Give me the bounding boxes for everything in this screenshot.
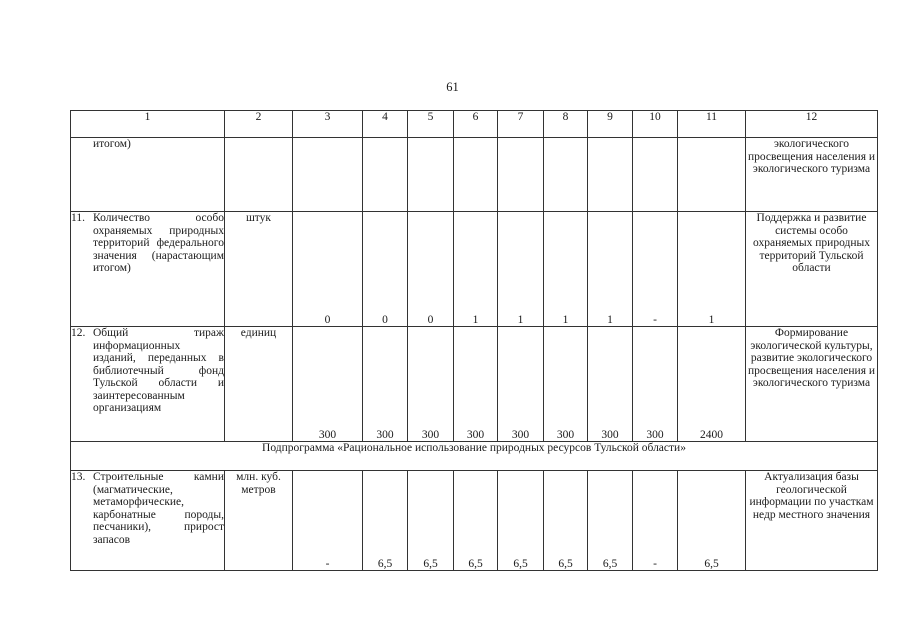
table-row (71, 471, 878, 571)
column-header: 8 (544, 111, 588, 138)
value-cell: 6,5 (678, 471, 746, 571)
value-cell: 6,5 (498, 471, 544, 571)
value-cell: 1 (498, 212, 544, 327)
column-header: 7 (498, 111, 544, 138)
note-cell: Актуализация базы геологической информации по участкам недр местного значения (746, 471, 878, 571)
value-cell: - (633, 212, 678, 327)
value-cell (678, 138, 746, 212)
value-cell: 1 (544, 212, 588, 327)
indicator-name: Общий тираж информационных изданий, переданных в библиотечный фонд Тульской области и заинтересованным организациям (93, 327, 224, 414)
indicators-table (70, 110, 878, 571)
indicator-name: итогом) (93, 138, 131, 150)
value-cell: 6,5 (454, 471, 498, 571)
row-index: 11. (71, 212, 85, 224)
value-cell: 300 (544, 327, 588, 442)
row-index: 13. (71, 471, 86, 483)
value-cell: 1 (588, 212, 633, 327)
table-row (71, 327, 878, 442)
value-cell (363, 138, 408, 212)
column-header: 3 (293, 111, 363, 138)
unit-cell: штук (225, 212, 293, 327)
column-header: 2 (225, 111, 293, 138)
value-cell (588, 138, 633, 212)
indicator-name-cell (71, 471, 225, 571)
value-cell: 6,5 (408, 471, 454, 571)
indicator-name: Количество особо охраняемых природных территорий федерального значения (нарастающим итогом) (93, 212, 224, 274)
value-cell: 0 (293, 212, 363, 327)
unit-cell (225, 138, 293, 212)
value-cell (293, 138, 363, 212)
table-row (71, 138, 878, 212)
column-header: 4 (363, 111, 408, 138)
subprogram-row (71, 442, 878, 471)
indicator-name-cell (71, 212, 225, 327)
value-cell: 300 (454, 327, 498, 442)
page-number: 61 (446, 80, 459, 94)
row-index (71, 138, 93, 151)
value-cell: - (293, 471, 363, 571)
value-cell: 300 (633, 327, 678, 442)
value-cell: - (633, 471, 678, 571)
value-cell: 0 (408, 212, 454, 327)
column-header: 12 (746, 111, 878, 138)
column-header: 6 (454, 111, 498, 138)
column-header: 11 (678, 111, 746, 138)
value-cell (408, 138, 454, 212)
indicator-name-cell (71, 138, 225, 212)
row-index: 12. (71, 327, 86, 339)
value-cell: 300 (498, 327, 544, 442)
table-header-row (71, 111, 878, 138)
value-cell: 300 (363, 327, 408, 442)
value-cell: 6,5 (588, 471, 633, 571)
value-cell: 1 (678, 212, 746, 327)
indicator-name: Строительные камни (магматические, метаморфические, карбонатные породы, песчаники), прирост запасов (93, 471, 224, 546)
value-cell (498, 138, 544, 212)
unit-cell: единиц (225, 327, 293, 442)
column-header: 10 (633, 111, 678, 138)
value-cell: 300 (293, 327, 363, 442)
table-row (71, 212, 878, 327)
column-header: 1 (71, 111, 225, 138)
value-cell: 300 (588, 327, 633, 442)
note-cell: Формирование экологической культуры, развитие экологического просвещения населения и экологического туризма (746, 327, 878, 442)
indicator-name-cell (71, 327, 225, 442)
value-cell (544, 138, 588, 212)
value-cell: 2400 (678, 327, 746, 442)
value-cell: 6,5 (363, 471, 408, 571)
note-cell: Поддержка и развитие системы особо охраняемых природных территорий Тульской области (746, 212, 878, 327)
column-header: 9 (588, 111, 633, 138)
value-cell: 6,5 (544, 471, 588, 571)
subprogram-title: Подпрограмма «Рациональное использование природных ресурсов Тульской области» (71, 442, 878, 471)
value-cell: 0 (363, 212, 408, 327)
column-header: 5 (408, 111, 454, 138)
unit-cell: млн. куб. метров (225, 471, 293, 571)
value-cell: 300 (408, 327, 454, 442)
value-cell: 1 (454, 212, 498, 327)
value-cell (633, 138, 678, 212)
note-cell: экологического просвещения населения и экологического туризма (746, 138, 878, 212)
value-cell (454, 138, 498, 212)
